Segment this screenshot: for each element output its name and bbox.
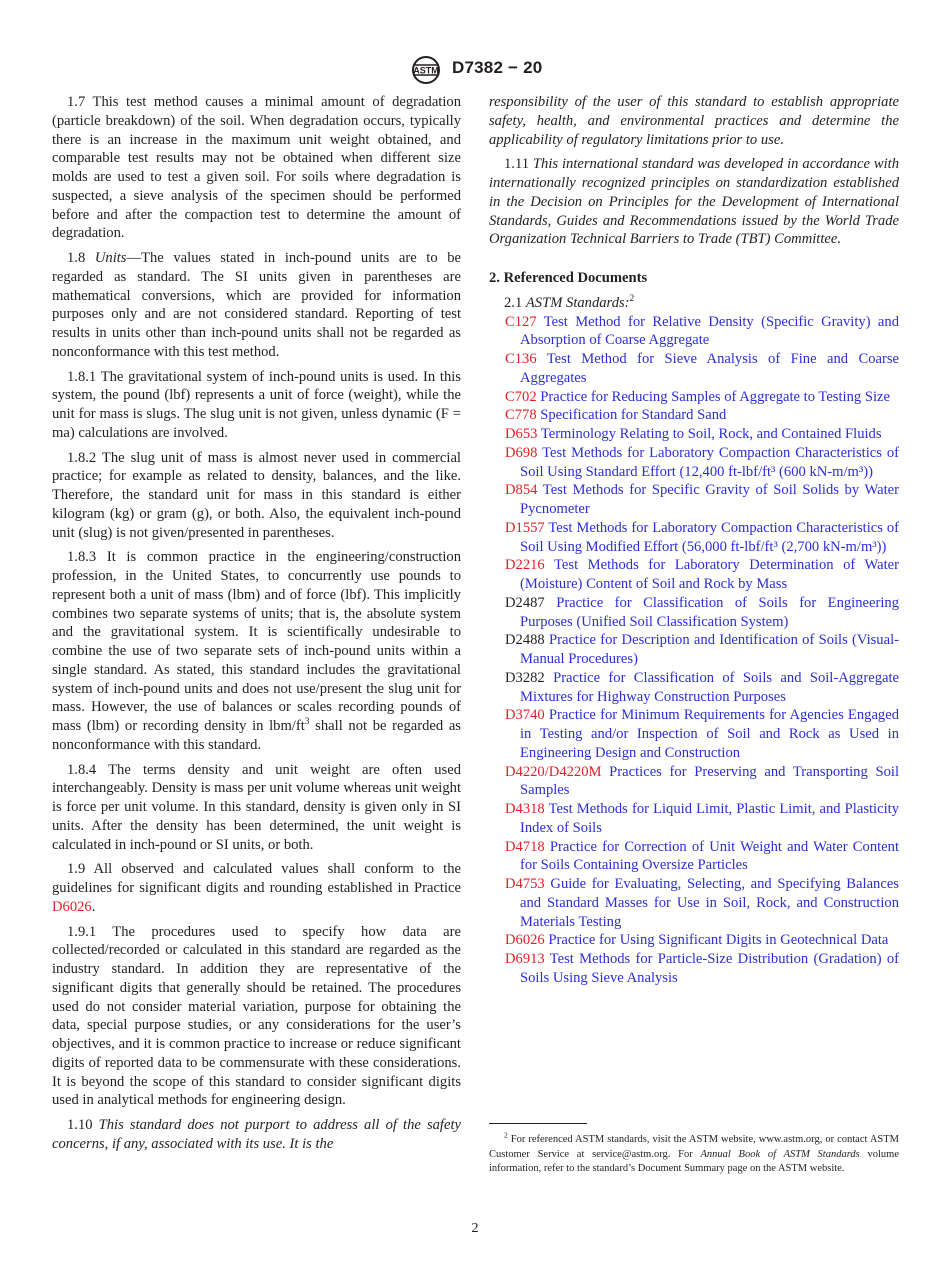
section-title-referenced-documents: 2. Referenced Documents bbox=[489, 270, 648, 286]
astm-standards-heading: 2.1 ASTM Standards:$^2$ bbox=[504, 293, 635, 311]
reference-code-link[interactable]: D4753 bbox=[505, 876, 545, 892]
reference-code-link[interactable]: D4220/D4220M bbox=[505, 763, 602, 780]
reference-code-link[interactable]: D2487 bbox=[505, 594, 545, 611]
paragraph-1-8-2: 1.8.2 The slug unit of mass is almost never used in commercial practice; for example as related to density, balances, and the like. Therefore, the standard unit for mass in this standard is either kilogram (kg) or gram (g), or both. Also, the equivalent inch-pound unit (slug) is not given/presented in parentheses. bbox=[52, 449, 461, 541]
reference-item bbox=[489, 425, 899, 444]
reference-item bbox=[489, 950, 899, 988]
paragraph-1-8-3: 1.8.3 It is common practice in the engineering/construction profession, in the United States, to concurrently use pounds to represent both a unit of mass (lbm) and of force (lbf). This implicitly combines two separate systems of units; that is, the absolute system and the gravitational system. It is scientifically undesirable to combine the use of two separate sets of inch-pound units within a single standard. As stated, this standard includes the gravitational system of inch-pound units and does not use/present the slug unit for mass. However, the use of balances or scales recording pounds of mass (lbm) or recording density in lbm/$ft^3$ shall not be regarded as nonconformance with this standard. bbox=[52, 549, 461, 753]
reference-title-link[interactable]: Practices for Preserving and Transporting Soil Samples bbox=[520, 763, 899, 799]
reference-code-link[interactable]: D3282 bbox=[505, 669, 545, 686]
referenced-standards-list bbox=[489, 313, 899, 988]
reference-code-link[interactable]: C127 bbox=[505, 313, 537, 330]
svg-text:ASTM: ASTM bbox=[413, 65, 439, 76]
reference-title-link[interactable]: Guide for Evaluating, Selecting, and Specifying Balances and Standard Masses for Use in Soil, Rock, and Construction Materials Testing bbox=[520, 876, 899, 930]
link-d6026[interactable]: D6026 bbox=[52, 898, 92, 915]
reference-title-link[interactable]: Test Method for Sieve Analysis of Fine and Coarse Aggregates bbox=[520, 351, 899, 386]
reference-title-link[interactable]: Test Methods for Laboratory Compaction Characteristics of Soil Using Standard Effort (12,400 ft-lbf/ft³ (600 kN-m/m³)) bbox=[520, 444, 899, 480]
reference-code-link[interactable]: D6026 bbox=[505, 932, 545, 949]
reference-title-link[interactable]: Test Methods for Specific Gravity of Soil Solids by Water Pycnometer bbox=[520, 482, 899, 517]
reference-item bbox=[489, 931, 899, 950]
reference-code-link[interactable]: D653 bbox=[505, 426, 538, 442]
reference-item bbox=[489, 838, 899, 876]
reference-item bbox=[489, 519, 899, 557]
reference-title-link[interactable]: Practice for Classification of Soils for Engineering Purposes (Unified Soil Classification System) bbox=[520, 594, 899, 630]
reference-code-link[interactable]: D4318 bbox=[505, 801, 545, 817]
paragraph-1-7: 1.7 This test method causes a minimal amount of degradation (particle breakdown) of the soil. When degradation occurs, typically there is an increase in the maximum unit weight obtained, and comparable test results may not be obtained when different size molds are used to test a given soil. For soils where degradation is suspected, a sieve analysis of the specimen should be performed before and after the compaction test to determine the amount of degradation. bbox=[52, 94, 461, 242]
reference-item bbox=[489, 444, 899, 482]
reference-title-link[interactable]: Test Method for Relative Density (Specific Gravity) and Absorption of Coarse Aggregate bbox=[520, 313, 899, 349]
paragraph-1-10: 1.10 This standard does not purport to address all of the safety concerns, if any, associated with its use. It is the bbox=[52, 1117, 461, 1152]
page-header bbox=[0, 55, 950, 87]
reference-title-link[interactable]: Practice for Description and Identification of Soils (Visual-Manual Procedures) bbox=[520, 632, 899, 667]
reference-item bbox=[489, 388, 899, 407]
paragraph-1-8: 1.8 Units—The values stated in inch-pound units are to be regarded as standard. The SI units given in parentheses are mathematical conversions, which are provided for information purposes only and are not considered standard. Reporting of test results in units other than inch-pound units shall not be regarded as nonconformance with this test method. bbox=[52, 250, 462, 360]
reference-item bbox=[489, 631, 899, 669]
reference-title-link[interactable]: Test Methods for Liquid Limit, Plastic Limit, and Plasticity Index of Soils bbox=[520, 801, 899, 836]
footnote-divider bbox=[489, 1123, 587, 1124]
reference-code-link[interactable]: D2488 bbox=[505, 632, 545, 649]
astm-logo-icon bbox=[408, 55, 444, 85]
paragraph-1-10-continued: responsibility of the user of this standard to establish appropriate safety, health, and environmental practices and determine the applicability of regulatory limitations prior to use. bbox=[489, 94, 899, 148]
reference-item bbox=[489, 481, 899, 519]
paragraph-1-9: 1.9 All observed and calculated values shall conform to the guidelines for significant digits and rounding established in Practice D6026. bbox=[52, 861, 461, 915]
reference-title-link[interactable]: Practice for Reducing Samples of Aggregate to Testing Size bbox=[536, 388, 890, 405]
paragraph-1-9-1: 1.9.1 The procedures used to specify how data are collected/recorded or calculated in this standard are regarded as the industry standard. In addition they are representative of the significant digits that generally should be retained. The procedures used do not consider material variation, purpose for obtaining the data, special purpose studies, or any considerations for the user’s objectives, and it is common practice to increase or reduce significant digits of reported data to be commensurate with these considerations. It is beyond the scope of this standard to consider significant digits used in analytical methods for engineering design. bbox=[52, 923, 461, 1109]
reference-item bbox=[489, 763, 899, 801]
reference-title-link[interactable]: Test Methods for Particle-Size Distribution (Gradation) of Soils Using Sieve Analysis bbox=[520, 951, 899, 986]
reference-title-link[interactable]: Practice for Classification of Soils and Soil-Aggregate Mixtures for Highway Construction Purposes bbox=[520, 669, 899, 705]
reference-item bbox=[489, 875, 899, 931]
reference-code-link[interactable]: C778 bbox=[505, 407, 537, 424]
reference-item bbox=[489, 313, 899, 351]
paragraph-1-11: 1.11 This international standard was developed in accordance with internationally recognized principles on standardization established in the Decision on Principles for the Development of International Standards, Guides and Recommendations issued by the World Trade Organization Technical Barriers to Trade (TBT) Committee. bbox=[489, 156, 899, 248]
reference-code-link[interactable]: C136 bbox=[505, 351, 537, 367]
reference-title-link[interactable]: Specification for Standard Sand bbox=[536, 407, 727, 424]
reference-item bbox=[489, 706, 899, 762]
reference-code-link[interactable]: C702 bbox=[505, 388, 537, 405]
footnote-2: $^2$ For referenced ASTM standards, visit the ASTM website, www.astm.org, or contact ASTM Customer Service at service@astm.org. For Annual Book of ASTM Standards volume information, refer to the standard’s Document Summary page on the ASTM website. bbox=[489, 1130, 899, 1175]
reference-item bbox=[489, 350, 899, 388]
reference-code-link[interactable]: D1557 bbox=[505, 519, 545, 536]
reference-title-link[interactable]: Test Methods for Laboratory Compaction Characteristics of Soil Using Modified Effort (56,000 ft-lbf/ft³ (2,700 kN-m/m³)) bbox=[520, 519, 899, 555]
reference-item bbox=[489, 406, 899, 425]
reference-item bbox=[489, 669, 899, 707]
paragraph-1-8-1: 1.8.1 The gravitational system of inch-pound units is used. In this system, the pound (lbf) represents a unit of force (weight), while the unit for mass is slugs. The slug unit is not given, unless dynamic (F = ma) calculations are involved. bbox=[52, 368, 461, 441]
reference-title-link[interactable]: Test Methods for Laboratory Determination of Water (Moisture) Content of Soil and Rock by Mass bbox=[520, 557, 899, 592]
page-number: 2 bbox=[471, 1221, 479, 1236]
right-column bbox=[489, 93, 899, 988]
document-id: D7382 − 20 bbox=[452, 58, 543, 77]
reference-title-link[interactable]: Terminology Relating to Soil, Rock, and Contained Fluids bbox=[537, 426, 882, 442]
reference-code-link[interactable]: D2216 bbox=[505, 557, 545, 574]
reference-title-link[interactable]: Practice for Using Significant Digits in Geotechnical Data bbox=[544, 932, 889, 949]
reference-code-link[interactable]: D698 bbox=[505, 444, 538, 461]
reference-code-link[interactable]: D6913 bbox=[505, 951, 545, 967]
reference-code-link[interactable]: D854 bbox=[505, 482, 538, 499]
reference-item bbox=[489, 556, 899, 594]
reference-code-link[interactable]: D3740 bbox=[505, 707, 545, 724]
reference-title-link[interactable]: Practice for Correction of Unit Weight and Water Content for Soils Containing Oversize Particles bbox=[520, 838, 899, 874]
reference-item bbox=[489, 594, 899, 632]
left-column bbox=[52, 93, 461, 1154]
reference-item bbox=[489, 800, 899, 838]
paragraph-1-8-4: 1.8.4 The terms density and unit weight are often used interchangeably. Density is mass per unit volume whereas unit weight is force per unit volume. In this standard, density is given only in SI units. After the density has been determined, the unit weight is calculated in inch-pound or SI units, or both. bbox=[52, 761, 461, 853]
reference-title-link[interactable]: Practice for Minimum Requirements for Agencies Engaged in Testing and/or Inspection of Soil and Rock as Used in Engineering Design and Construction bbox=[520, 707, 899, 761]
reference-code-link[interactable]: D4718 bbox=[505, 838, 545, 855]
